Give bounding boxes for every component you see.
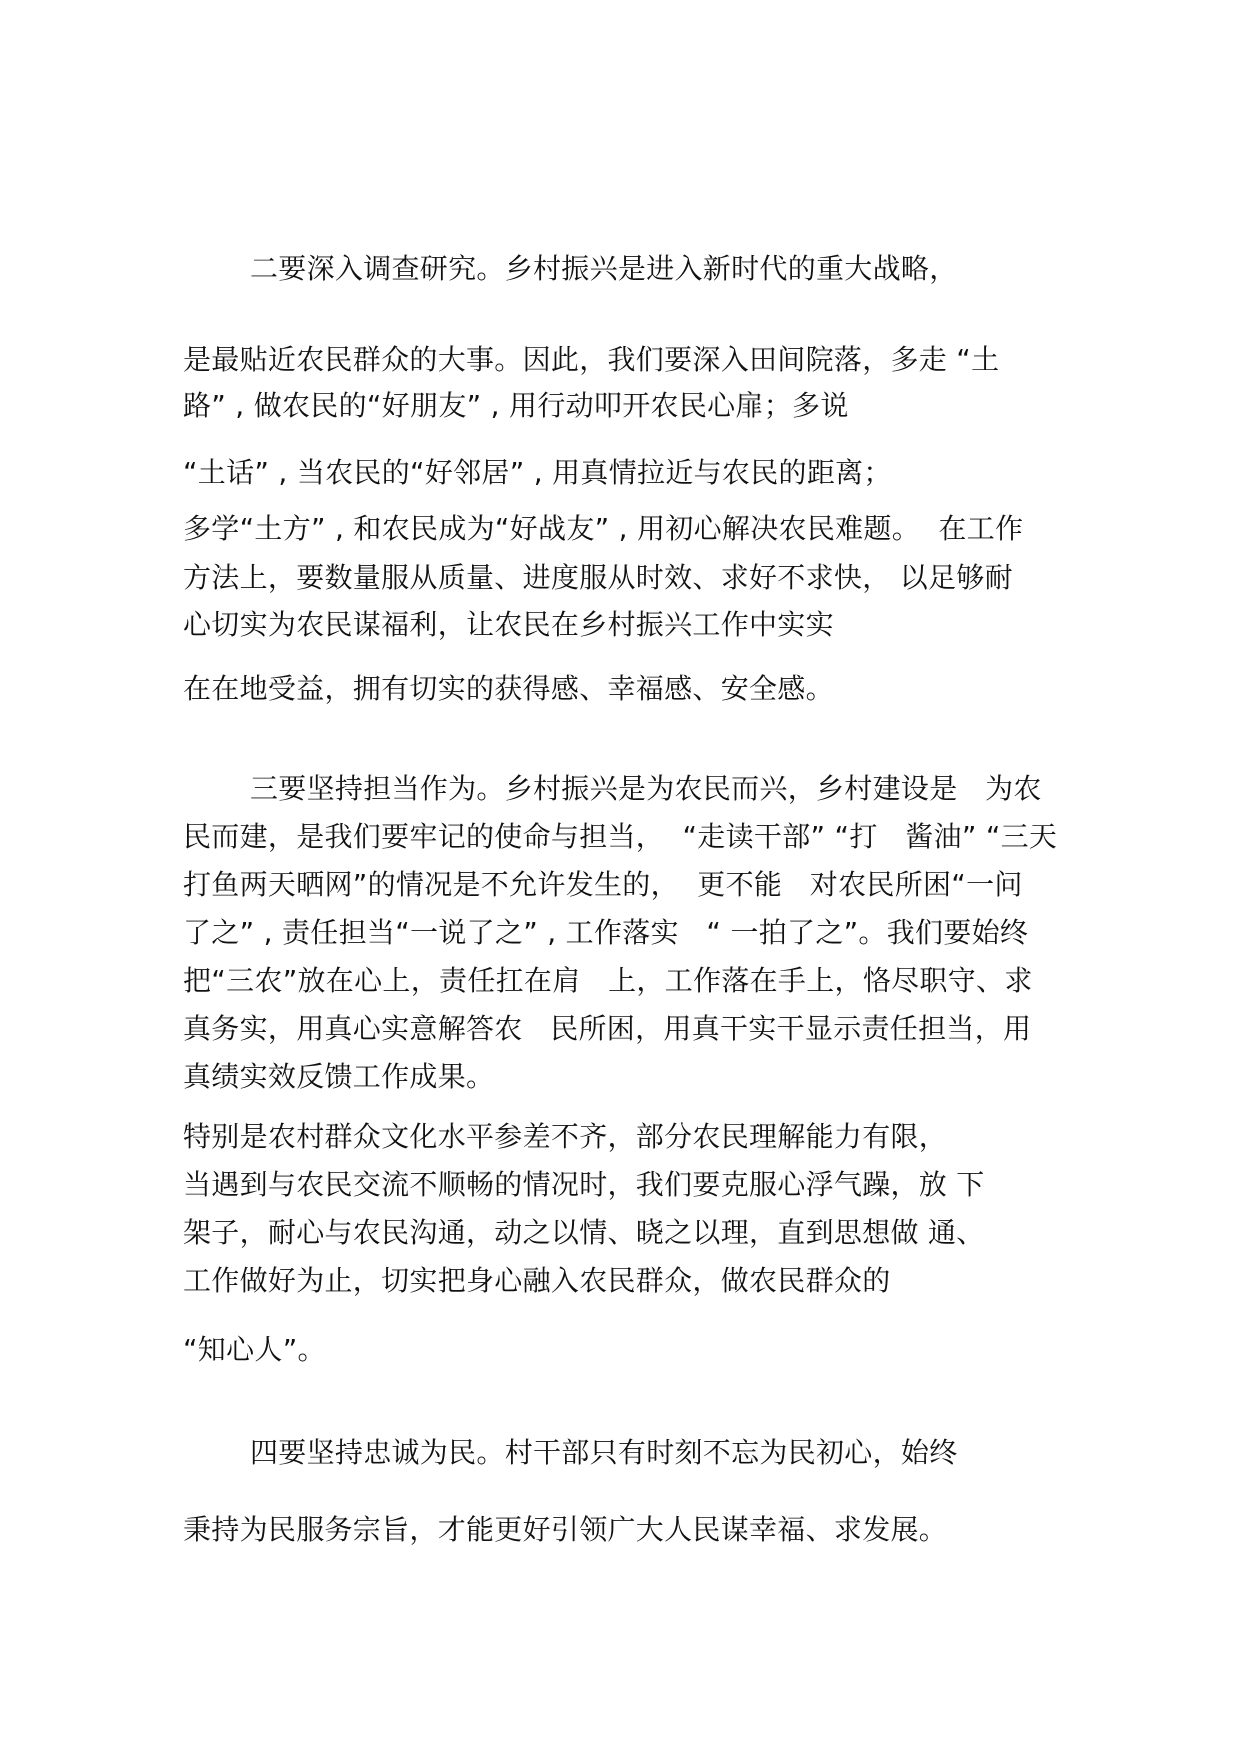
text-line: 当遇到与农民交流不顺畅的情况时，我们要克服心浮气躁，放 下 — [183, 1168, 985, 1201]
paragraph-2-heading-line: 二要深入调查研究。乡村振兴是进入新时代的重大战略， — [250, 252, 958, 285]
text-line: 把“三农”放在心上，责任扛在肩 上，工作落在手上，恪尽职守、求 — [183, 964, 1033, 997]
text-line: “知心人”。 — [183, 1333, 326, 1366]
text-line: “土话” , 当农民的“好邻居” , 用真情拉近与农民的距离； — [183, 456, 892, 489]
text-line: 秉持为民服务宗旨，才能更好引领广大人民谋幸福、求发展。 — [183, 1513, 948, 1546]
text-line: 多学“土方” , 和农民成为“好战友” , 用初心解决农民难题。 在工作 — [183, 512, 1024, 545]
text-line: 是最贴近农民群众的大事。因此，我们要深入田间院落，多走 “土 — [183, 343, 1000, 376]
text-line: 民而建，是我们要牢记的使命与担当， “走读干部” “打 酱油” “三天 — [183, 820, 1058, 853]
text-line: 真绩实效反馈工作成果。 — [183, 1060, 495, 1093]
text-line: 特别是农村群众文化水平参差不齐，部分农民理解能力有限， — [183, 1120, 948, 1153]
text-line: 了之” , 责任担当“一说了之” , 工作落实 “ 一拍了之”。我们要始终 — [183, 916, 1029, 949]
text-line: 路” , 做农民的“好朋友” , 用行动叩开农民心扉；多说 — [183, 389, 849, 422]
text-line: 在在地受益，拥有切实的获得感、幸福感、安全感。 — [183, 672, 834, 705]
text-line: 工作做好为止，切实把身心融入农民群众，做农民群众的 — [183, 1264, 891, 1297]
paragraph-3-heading-line: 三要坚持担当作为。乡村振兴是为农民而兴，乡村建设是 为农 — [250, 772, 1042, 805]
text-line: 架子，耐心与农民沟通，动之以情、晓之以理，直到思想做 通、 — [183, 1216, 985, 1249]
text-line: 真务实，用真心实意解答农 民所困，用真干实干显示责任担当，用 — [183, 1012, 1032, 1045]
text-line: 打鱼两天晒网”的情况是不允许发生的， 更不能 对农民所困“一问 — [183, 868, 1023, 901]
paragraph-4-heading-line: 四要坚持忠诚为民。村干部只有时刻不忘为民初心，始终 — [250, 1436, 958, 1469]
text-line: 方法上，要数量服从质量、进度服从时效、求好不求快， 以足够耐 — [183, 561, 1013, 594]
text-line: 心切实为农民谋福利，让农民在乡村振兴工作中实实 — [183, 608, 834, 641]
